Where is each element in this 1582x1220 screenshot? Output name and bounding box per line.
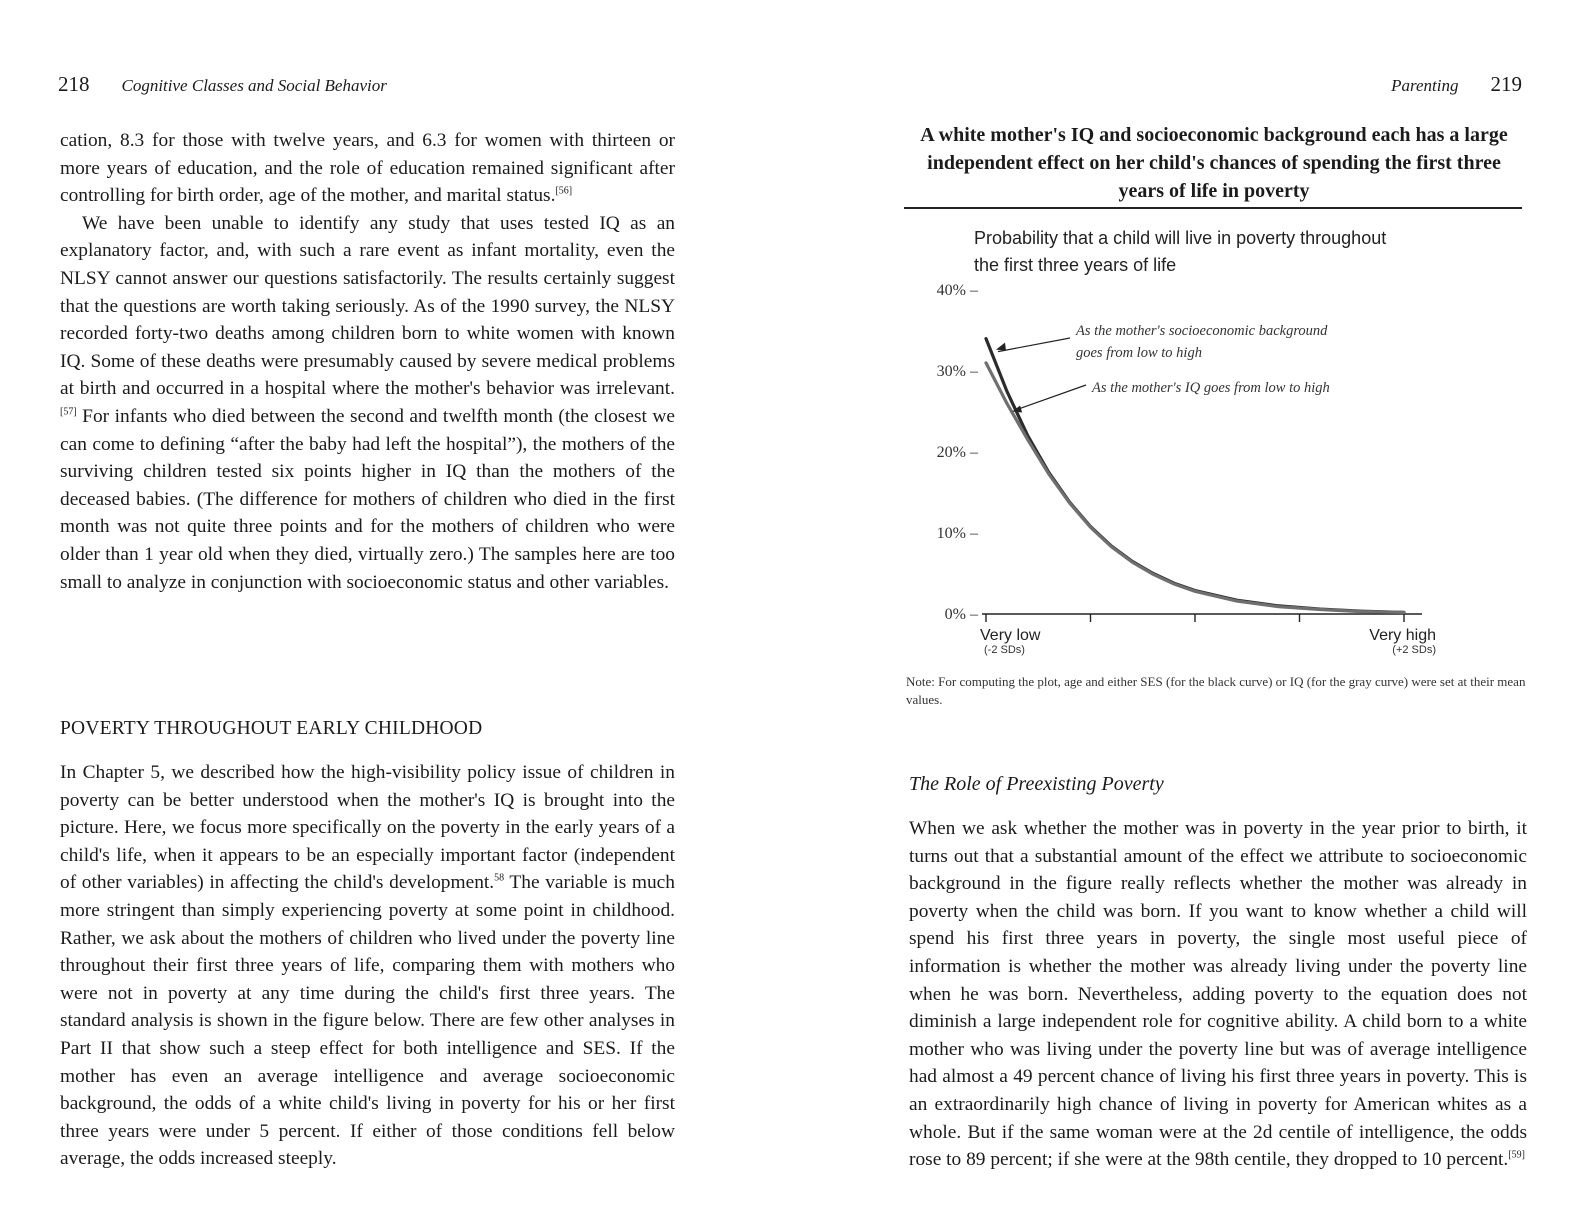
x-axis: [980, 614, 1436, 656]
paragraph: [60, 210, 675, 596]
body-column: [60, 759, 675, 1173]
body-column: [909, 815, 1527, 1174]
paragraph-text: In Chapter 5, we described how the high-visibility policy issue of children in poverty can be better understood when the mother's IQ is brought into the picture. Here, we focus more specifically on the poverty in the early years of a child's life, when it appears to be an especially important factor (independent of other variables) in affecting the child's development.: [60, 762, 675, 894]
footnote-ref[interactable]: 58: [494, 872, 505, 884]
x-tick-sublabel: (+2 SDs): [1392, 644, 1436, 656]
chart-svg: [936, 220, 1520, 670]
series-line: [986, 363, 1404, 613]
y-axis: [937, 282, 979, 623]
running-head-left: [58, 72, 387, 97]
y-tick-label: 10% –: [936, 525, 978, 542]
paragraph: [60, 759, 675, 1173]
footnote-ref[interactable]: [59]: [1508, 1149, 1525, 1161]
paragraph-text: cation, 8.3 for those with twelve years, and 6.3 for women with thirteen or more years of education, and the role of education remained significant after controlling for birth order, age of the mother, and marital status.: [60, 130, 675, 207]
y-tick-label: 20% –: [936, 444, 978, 461]
annotation-arrow: [998, 338, 1070, 352]
y-tick-label: 30% –: [936, 363, 978, 380]
annotation-iq: As the mother's IQ goes from low to high: [1092, 380, 1330, 396]
page-number: 219: [1490, 72, 1522, 96]
paragraph: [60, 127, 675, 210]
section-heading: POVERTY THROUGHOUT EARLY CHILDHOOD: [60, 718, 483, 739]
paragraph-text: We have been unable to identify any study that uses tested IQ as an explanatory factor, and, with such a rare event as infant mortality, even the NLSY cannot answer our questions satisfactorily. The results certainly suggest that the questions are worth taking seriously. As of the 1990 survey, the NLSY recorded forty-two deaths among children born to white women with known IQ. Some of these deaths were presumably caused by severe medical problems at birth and occurred in a hospital where the mother's behavior was irrelevant.: [60, 212, 675, 400]
x-tick-label: Very high: [1369, 627, 1436, 644]
y-tick-label: 40% –: [936, 282, 978, 299]
running-title: Parenting: [1391, 76, 1459, 95]
page-number: 218: [58, 72, 90, 96]
y-tick-label: 0% –: [944, 606, 978, 623]
right-page: [790, 0, 1582, 1220]
paragraph-text: For infants who died between the second and twelfth month (the closest we can come to defining “after the baby had left the hospital”), the mothers of the surviving children tested six points higher in IQ than the mothers of the deceased babies. (The difference for mothers of children who died in the first month was not quite three points and for the mothers of children who were older than 1 year old when they died, virtually zero.) The samples here are too small to analyze in conjunction with socioeconomic status and other variables.: [60, 405, 675, 593]
x-tick-sublabel: (-2 SDs): [984, 644, 1025, 656]
paragraph: [909, 815, 1527, 1174]
figure-rule: [904, 207, 1522, 209]
annotation-arrow: [1014, 385, 1086, 411]
x-tick-label: Very low: [980, 627, 1041, 644]
annotation-arrowhead: [996, 343, 1006, 351]
footnote-ref[interactable]: [56]: [555, 185, 573, 197]
y-axis-title: Probability that a child will live in poverty throughout the first three years of life: [974, 228, 1387, 275]
annotations: [996, 323, 1330, 413]
footnote-ref[interactable]: [57]: [60, 406, 77, 418]
running-head-right: [1391, 72, 1522, 97]
body-column: [60, 127, 675, 596]
paragraph-text: When we ask whether the mother was in poverty in the year prior to birth, it turns out that a substantial amount of the effect we attribute to socioeconomic background in the figure really reflects whether the mother was already in poverty when the child was born. If you want to know whether a child will spend his first three years in poverty, the single most useful piece of information is whether the mother was already living under the poverty line when he was born. Nevertheless, adding poverty to the equation does not diminish a large independent role for cognitive ability. A child born to a white mother who was living under the poverty line but was of average intelligence had almost a 49 percent chance of living his first three years in poverty. This is an extraordinarily high chance of living in poverty for American whites as a whole. But if the same woman were at the 2d centile of intelligence, the odds rose to 89 percent; if she were at the 98th centile, they dropped to 10 percent.: [909, 818, 1527, 1171]
running-title: Cognitive Classes and Social Behavior: [121, 76, 387, 95]
figure-title: A white mother's IQ and socioeconomic background each has a large independent effect on her child's chances of spending the first three years of life in poverty: [920, 124, 1508, 202]
chart: [936, 220, 1520, 670]
left-page: [0, 0, 790, 1220]
paragraph-text: The variable is much more stringent than simply experiencing poverty at some point in childhood. Rather, we ask about the mothers of children who lived under the poverty line throughout their first three years of life, comparing them with mothers who were not in poverty at any time during the child's first three years. The standard analysis is shown in the figure below. There are few other analyses in Part II that show such a steep effect for both intelligence and SES. If the mother has even an average intelligence and average socioeconomic background, the odds of a white child's living in poverty for his or her first three years were under 5 percent. If either of those conditions fell below average, the odds increased steeply.: [60, 872, 675, 1170]
figure-note: Note: For computing the plot, age and either SES (for the black curve) or IQ (for the gray curve) were set at their mean values.: [906, 674, 1526, 707]
annotation-ses: As the mother's socioeconomic background goes from low to high: [1076, 323, 1328, 361]
subsection-heading: The Role of Preexisting Poverty: [909, 773, 1164, 795]
